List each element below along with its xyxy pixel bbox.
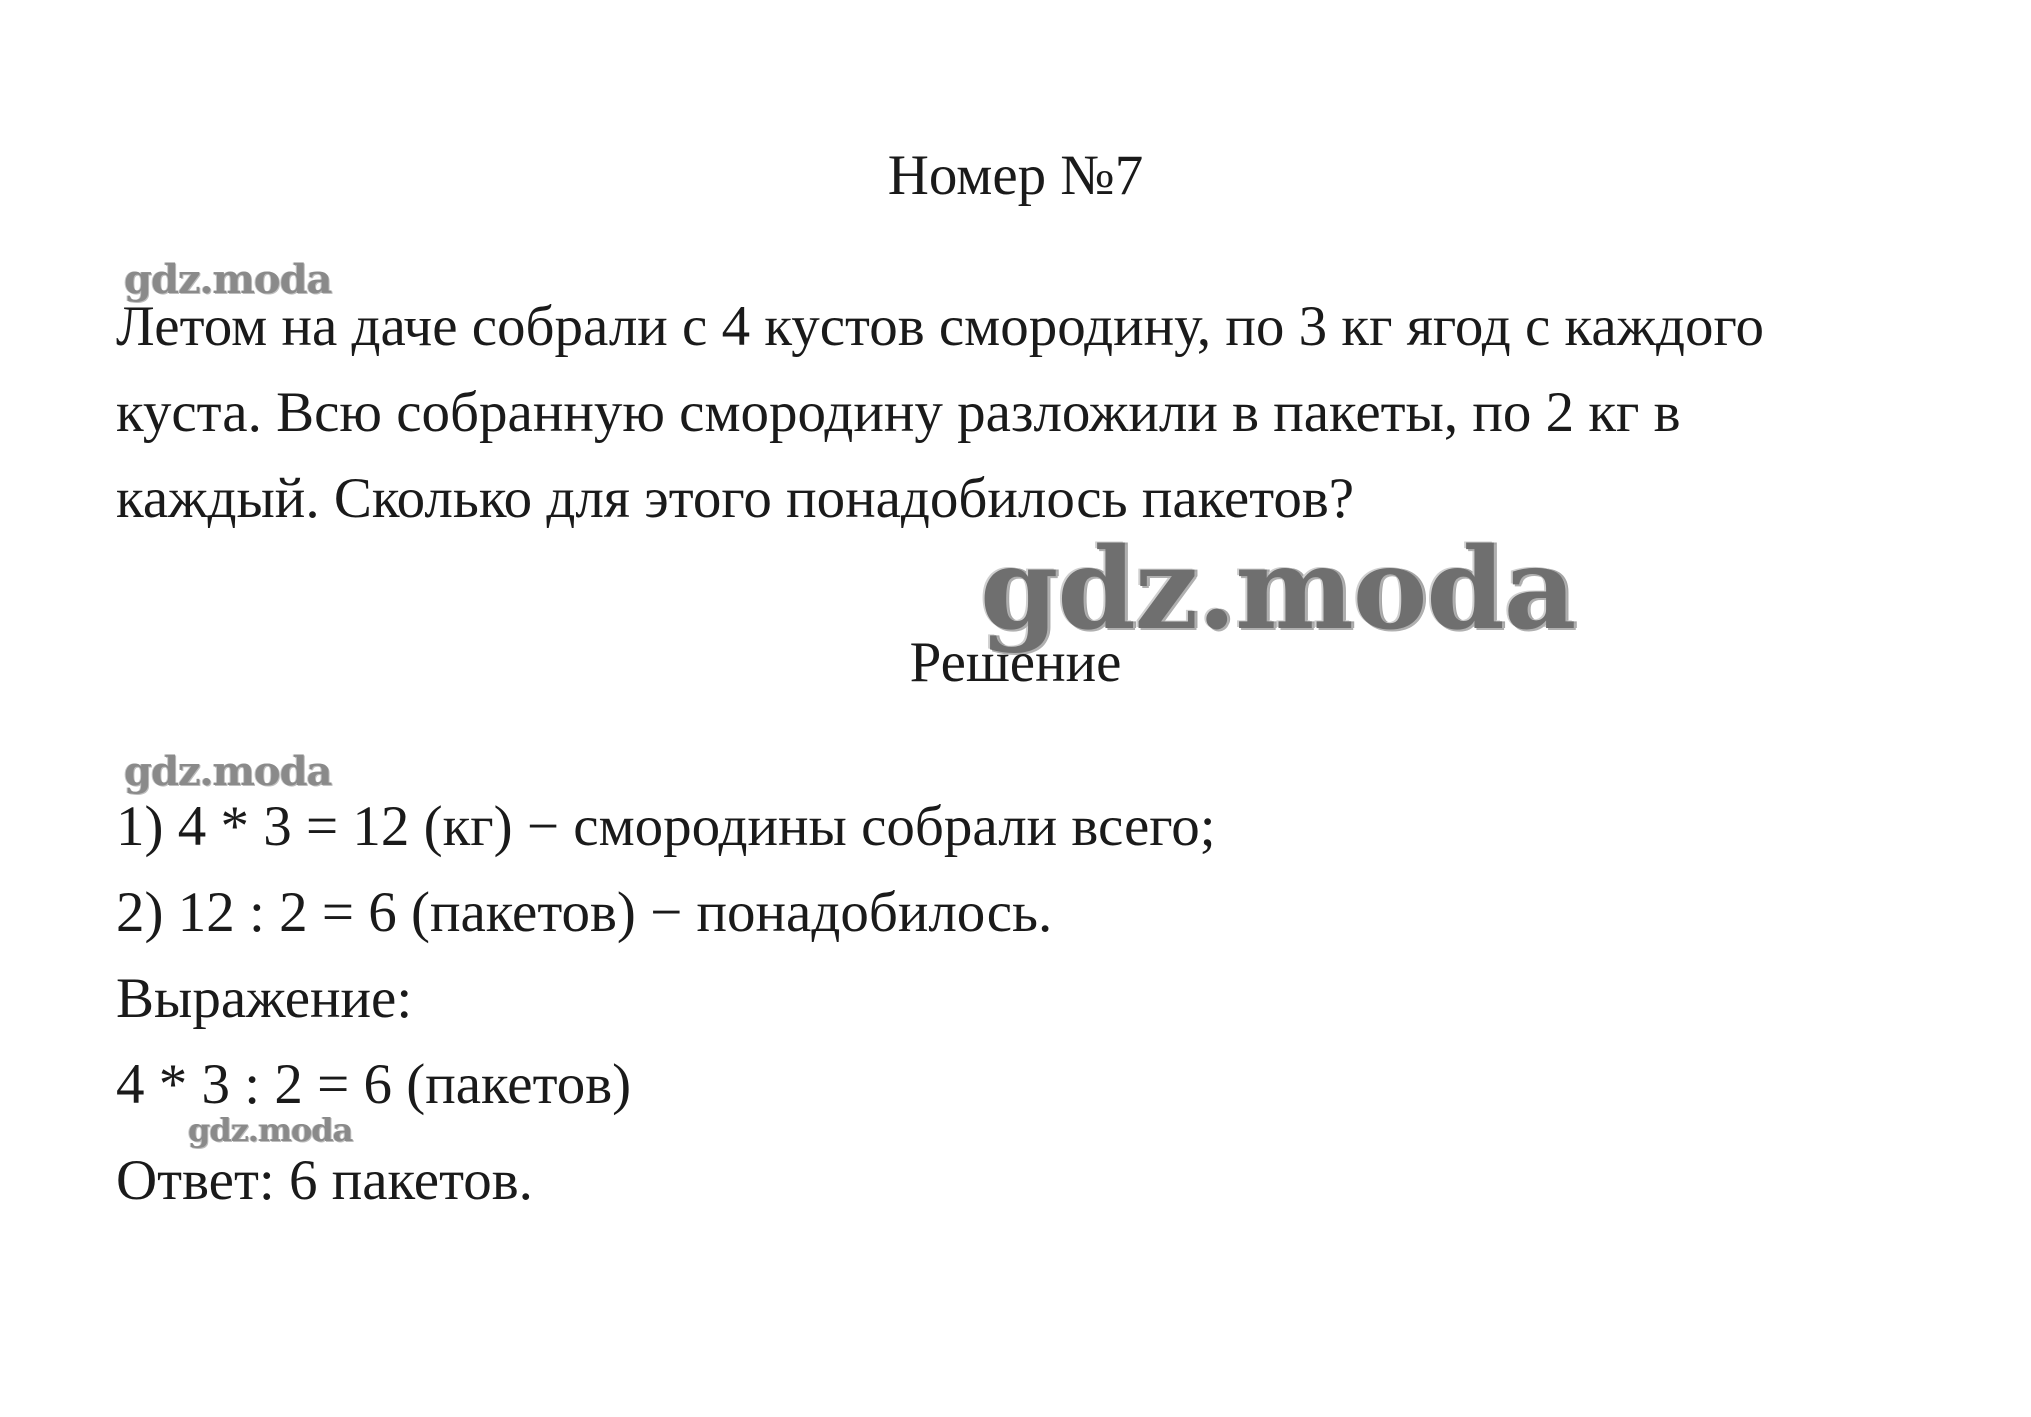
page-title: Номер №7	[887, 144, 1144, 207]
answer-text: Ответ: 6 пакетов.	[116, 1149, 533, 1212]
watermark-top: gdz.moda	[124, 256, 332, 303]
solution-step: 1) 4 * 3 = 12 (кг) − смородины собрали всего;	[116, 795, 1216, 858]
watermark-steps: gdz.moda	[124, 748, 332, 795]
expression-formula: 4 * 3 : 2 = 6 (пакетов)	[116, 1053, 632, 1116]
expression-label: Выражение:	[116, 967, 413, 1030]
problem-line: куста. Всю собранную смородину разложили в пакеты, по 2 кг в	[116, 381, 1681, 444]
watermark-answer: gdz.moda	[188, 1111, 353, 1149]
watermark-center: gdz.moda	[980, 524, 1576, 655]
solution-heading: Решение	[909, 631, 1122, 694]
solution-step: 2) 12 : 2 = 6 (пакетов) − понадобилось.	[116, 881, 1053, 944]
problem-line: Летом на даче собрали с 4 кустов смородину, по 3 кг ягод с каждого	[116, 295, 1765, 358]
problem-line: каждый. Сколько для этого понадобилось пакетов?	[116, 467, 1355, 530]
